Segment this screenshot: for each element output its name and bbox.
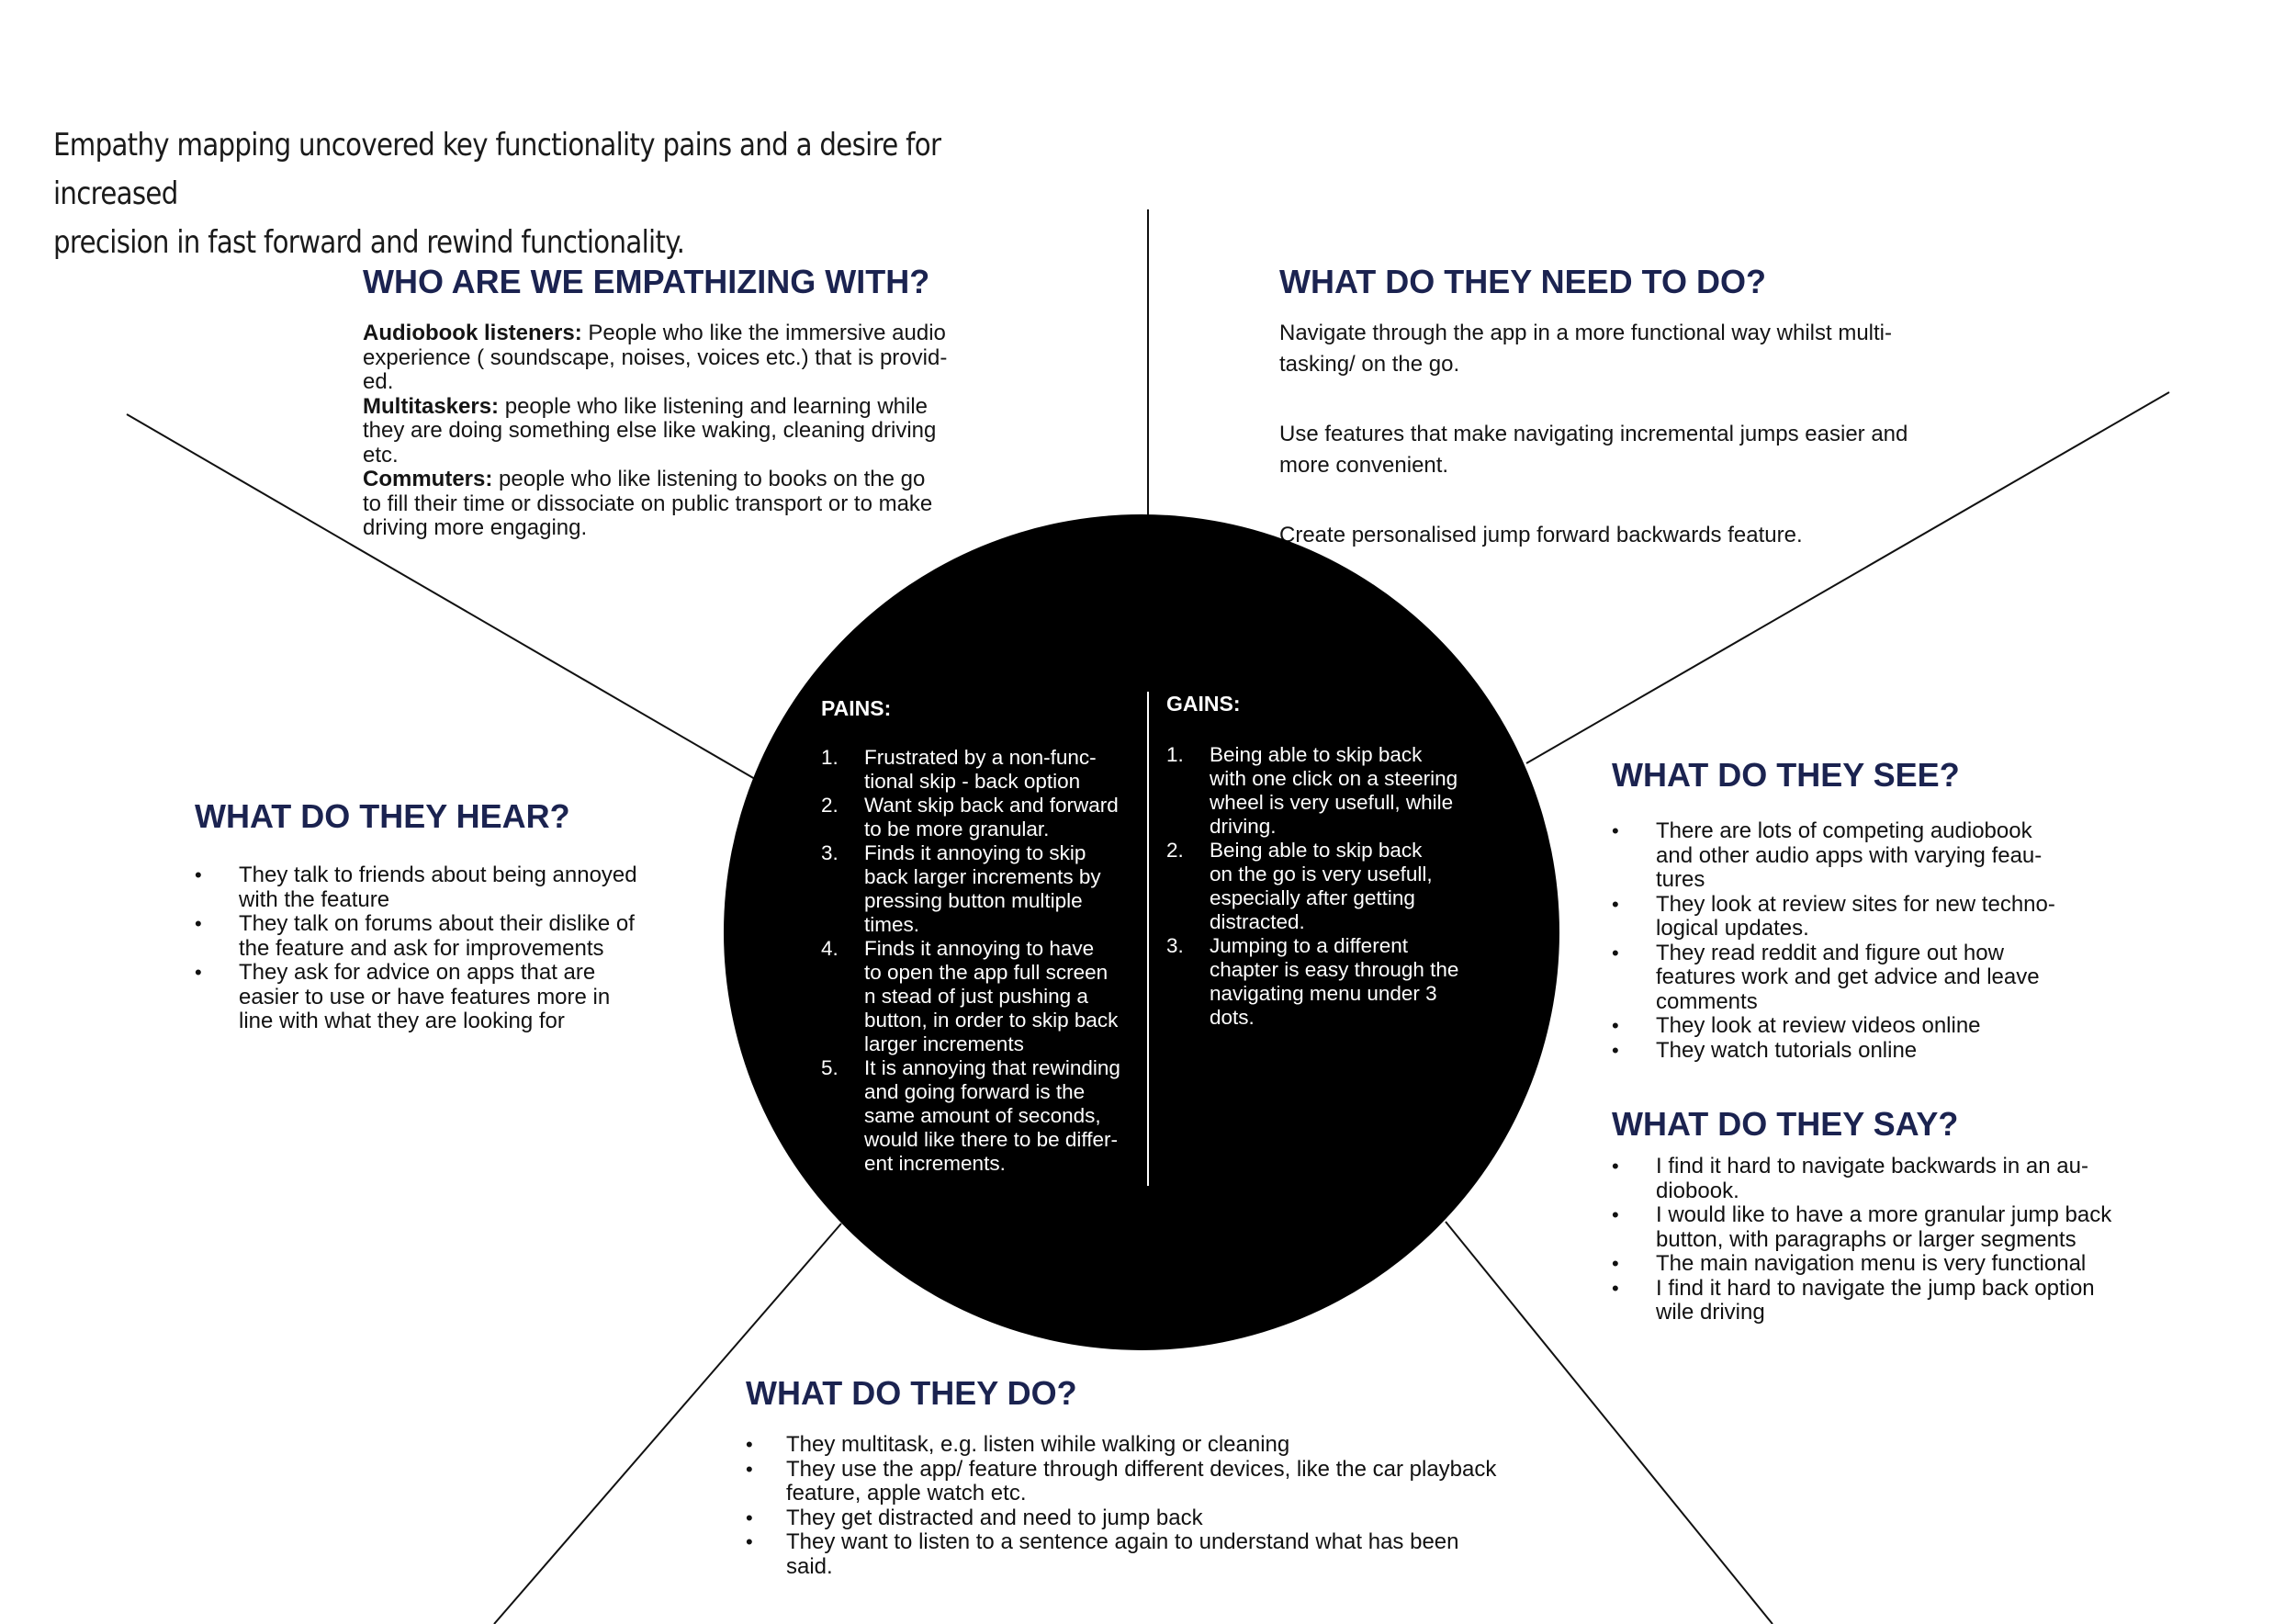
- do-line: feature, apple watch etc.: [786, 1481, 1027, 1506]
- gain-line: distracted.: [1210, 910, 1305, 933]
- hear-item: [195, 912, 727, 961]
- pain-item: [821, 1056, 1152, 1176]
- need-section: [1279, 263, 2032, 551]
- do-line: They want to listen to a sentence again to understand what has been: [786, 1529, 1459, 1554]
- bullet: •: [1612, 1155, 1619, 1178]
- pain-line: Finds it annoying to skip: [864, 841, 1086, 864]
- bullet: •: [746, 1433, 753, 1456]
- see-line: They watch tutorials online: [1656, 1037, 1918, 1063]
- pain-line: n stead of just pushing a: [864, 985, 1088, 1008]
- who-entry: [363, 395, 1042, 468]
- say-list: [1612, 1155, 2200, 1325]
- who-section: [363, 263, 1042, 541]
- need-line: Navigate through the app in a more functional way whilst multi-: [1279, 321, 1893, 345]
- see-line: and other audio apps with varying feau-: [1656, 842, 2043, 868]
- gain-line: wheel is very usefull, while: [1210, 791, 1454, 814]
- need-line: Create personalised jump forward backwards feature.: [1279, 523, 1803, 547]
- see-item: [1612, 1039, 2126, 1064]
- see-item: [1612, 1014, 2126, 1039]
- bullet: •: [1612, 892, 1619, 916]
- pain-number: 1.: [821, 746, 838, 769]
- do-line: They get distracted and need to jump back: [786, 1505, 1203, 1530]
- bullet: •: [746, 1506, 753, 1529]
- who-entry-text: people who like listening to books on the go: [492, 467, 926, 491]
- need-line: Use features that make navigating incremental jumps easier and: [1279, 422, 1908, 446]
- see-line: There are lots of competing audiobook: [1656, 818, 2032, 843]
- do-line: said.: [786, 1553, 833, 1579]
- say-title: WHAT DO THEY SAY?: [1612, 1105, 1959, 1143]
- who-entry-text: experience ( soundscape, noises, voices etc.) that is provid-: [363, 344, 948, 370]
- need-line: more convenient.: [1279, 453, 1449, 478]
- bullet: •: [195, 912, 202, 935]
- do-section: [746, 1374, 1627, 1579]
- who-entry-text: driving more engaging.: [363, 515, 588, 540]
- say-line: I find it hard to navigate backwards in an au-: [1656, 1154, 2088, 1179]
- bullet: •: [746, 1457, 753, 1481]
- pain-line: button, in order to skip back: [864, 1009, 1119, 1032]
- pain-line: tional skip - back option: [864, 770, 1081, 793]
- pain-number: 4.: [821, 937, 838, 960]
- pain-line: same amount of seconds,: [864, 1104, 1101, 1127]
- gain-line: driving.: [1210, 815, 1277, 838]
- see-item: [1612, 819, 2126, 893]
- pain-item: [821, 746, 1152, 794]
- gain-item: [1166, 839, 1497, 934]
- pain-item: [821, 841, 1152, 937]
- pains-list: [821, 746, 1152, 1176]
- hear-line: They talk to friends about being annoyed: [239, 863, 637, 887]
- gain-item: [1166, 743, 1497, 839]
- say-item: [1612, 1252, 2200, 1277]
- gains-title: GAINS:: [1166, 692, 1241, 716]
- pain-line: and going forward is the: [864, 1080, 1086, 1103]
- who-entry-label: Audiobook listeners:: [363, 321, 582, 345]
- see-item: [1612, 893, 2126, 942]
- hear-list: [195, 863, 727, 1034]
- say-line: The main navigation menu is very functional: [1656, 1251, 2087, 1276]
- say-item: [1612, 1277, 2200, 1325]
- bullet: •: [1612, 1038, 1619, 1062]
- pains-column: [821, 696, 1152, 1176]
- pain-line: Want skip back and forward: [864, 794, 1119, 817]
- pains-gains-divider: [1147, 692, 1149, 1186]
- who-entry-text: People who like the immersive audio: [581, 321, 946, 345]
- hear-item: [195, 863, 727, 912]
- bullet: •: [1612, 819, 1619, 842]
- need-title: WHAT DO THEY NEED TO DO?: [1279, 263, 1767, 300]
- pain-line: times.: [864, 913, 920, 936]
- bullet: •: [1612, 1203, 1619, 1226]
- hear-line: easier to use or have features more in: [239, 984, 611, 1009]
- pain-item: [821, 937, 1152, 1056]
- hear-line: line with what they are looking for: [239, 1009, 565, 1033]
- need-line: tasking/ on the go.: [1279, 352, 1460, 377]
- pain-line: Finds it annoying to have: [864, 937, 1095, 960]
- say-section: [1612, 1105, 2200, 1325]
- who-entry-text: people who like listening and learning while: [499, 393, 929, 419]
- pain-line: would like there to be differ-: [864, 1128, 1118, 1151]
- pain-line: pressing button multiple: [864, 889, 1083, 912]
- need-paragraph: [1279, 318, 2032, 380]
- say-line: I would like to have a more granular jump back: [1656, 1202, 2112, 1227]
- do-item: [746, 1506, 1627, 1531]
- intro-line-2: precision in fast forward and rewind functionality.: [53, 224, 685, 261]
- bullet: •: [746, 1530, 753, 1553]
- pain-line: larger increments: [864, 1032, 1024, 1055]
- pain-line: ent increments.: [864, 1152, 1006, 1175]
- bullet: •: [1612, 941, 1619, 964]
- gain-number: 2.: [1166, 839, 1184, 862]
- intro-line-1: Empathy mapping uncovered key functionality pains and a desire for increased: [53, 127, 941, 212]
- see-line: They look at review videos online: [1656, 1013, 1981, 1038]
- hear-section: [195, 797, 727, 1034]
- who-title: WHO ARE WE EMPATHIZING WITH?: [363, 263, 930, 300]
- bullet: •: [195, 961, 202, 984]
- who-entry-label: Multitaskers:: [363, 393, 500, 419]
- see-list: [1612, 819, 2126, 1063]
- say-item: [1612, 1203, 2200, 1252]
- hear-title: WHAT DO THEY HEAR?: [195, 797, 570, 835]
- bullet: •: [1612, 1252, 1619, 1275]
- need-paragraph: [1279, 520, 2032, 551]
- see-line: They look at review sites for new techno-: [1656, 891, 2055, 917]
- pain-number: 3.: [821, 841, 838, 864]
- bullet: •: [195, 863, 202, 886]
- see-line: They read reddit and figure out how: [1656, 940, 2004, 965]
- say-item: [1612, 1155, 2200, 1203]
- hear-line: They ask for advice on apps that are: [239, 960, 596, 985]
- pain-line: to open the app full screen: [864, 961, 1109, 984]
- hear-item: [195, 961, 727, 1034]
- pain-line: Frustrated by a non-func-: [864, 746, 1097, 769]
- pain-item: [821, 794, 1152, 841]
- say-line: I find it hard to navigate the jump back option: [1656, 1275, 2095, 1301]
- pain-number: 5.: [821, 1056, 838, 1079]
- gains-column: [1166, 692, 1497, 1030]
- gain-number: 1.: [1166, 743, 1184, 766]
- gain-line: on the go is very usefull,: [1210, 863, 1433, 885]
- intro-text: [53, 121, 1001, 267]
- see-section: [1612, 756, 2126, 1063]
- pains-gains-circle: [724, 514, 1559, 1350]
- hear-line: the feature and ask for improvements: [239, 935, 604, 961]
- do-title: WHAT DO THEY DO?: [746, 1374, 1077, 1412]
- see-line: comments: [1656, 988, 1758, 1014]
- hear-line: They talk on forums about their dislike of: [239, 911, 635, 936]
- need-paragraph: [1279, 419, 2032, 481]
- see-line: logical updates.: [1656, 916, 1809, 941]
- need-body: [1279, 318, 2032, 551]
- see-item: [1612, 942, 2126, 1015]
- gain-line: Being able to skip back: [1210, 743, 1423, 766]
- do-item: [746, 1530, 1627, 1579]
- gain-line: especially after getting: [1210, 886, 1415, 909]
- bullet: •: [1612, 1276, 1619, 1300]
- pain-line: to be more granular.: [864, 818, 1050, 840]
- gains-list: [1166, 743, 1497, 1030]
- who-entry-label: Commuters:: [363, 467, 493, 491]
- gain-line: dots.: [1210, 1006, 1255, 1029]
- who-body: [363, 321, 1042, 541]
- see-line: tures: [1656, 867, 1705, 892]
- gain-number: 3.: [1166, 934, 1184, 957]
- gain-line: chapter is easy through the: [1210, 958, 1459, 981]
- who-entry-text: ed.: [363, 369, 394, 394]
- who-entry-text: to fill their time or dissociate on public transport or to make: [363, 491, 933, 516]
- hear-line: with the feature: [239, 886, 390, 912]
- do-item: [746, 1433, 1627, 1458]
- do-item: [746, 1458, 1627, 1506]
- gain-item: [1166, 934, 1497, 1030]
- pains-title: PAINS:: [821, 696, 892, 720]
- see-line: features work and get advice and leave: [1656, 964, 2040, 989]
- gain-line: navigating menu under 3: [1210, 982, 1437, 1005]
- who-entry: [363, 468, 1042, 541]
- say-line: button, with paragraphs or larger segments: [1656, 1226, 2077, 1252]
- bullet: •: [1612, 1014, 1619, 1037]
- pain-number: 2.: [821, 794, 838, 817]
- who-entry-text: etc.: [363, 442, 399, 468]
- who-entry: [363, 321, 1042, 395]
- gain-line: Jumping to a different: [1210, 934, 1408, 957]
- do-line: They multitask, e.g. listen wihile walking or cleaning: [786, 1432, 1290, 1457]
- do-list: [746, 1433, 1627, 1579]
- who-entry-text: they are doing something else like waking, cleaning driving: [363, 418, 937, 443]
- say-line: wile driving: [1656, 1300, 1765, 1325]
- say-line: diobook.: [1656, 1178, 1739, 1203]
- see-title: WHAT DO THEY SEE?: [1612, 756, 1960, 794]
- pain-line: back larger increments by: [864, 865, 1101, 888]
- pain-line: It is annoying that rewinding: [864, 1056, 1120, 1079]
- do-line: They use the app/ feature through different devices, like the car playback: [786, 1456, 1497, 1482]
- gain-line: with one click on a steering: [1210, 767, 1458, 790]
- gain-line: Being able to skip back: [1210, 839, 1423, 862]
